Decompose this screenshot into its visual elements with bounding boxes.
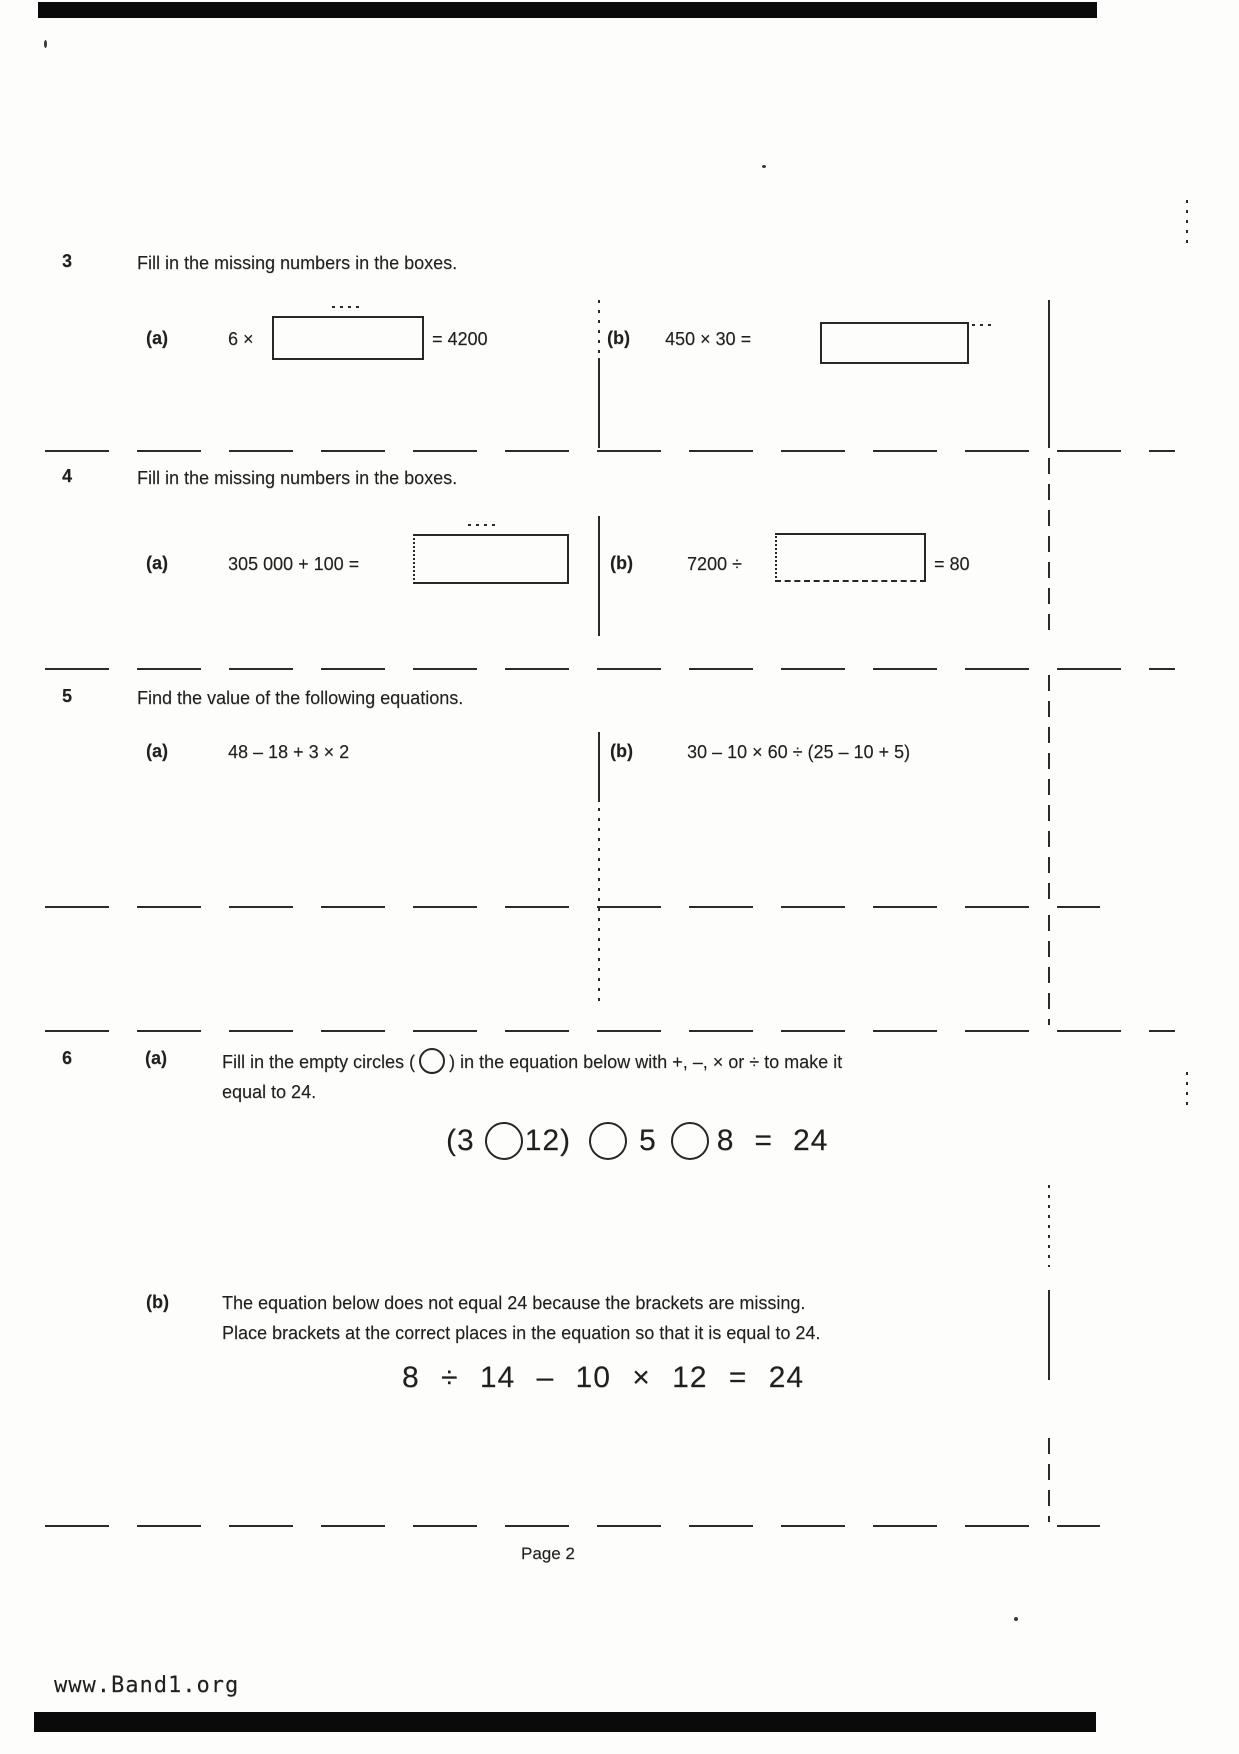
margin-line <box>1048 915 1050 1025</box>
section-divider <box>45 906 1100 908</box>
operator-circle[interactable] <box>589 1122 627 1160</box>
scan-speck <box>44 40 47 48</box>
answer-box[interactable] <box>775 533 926 582</box>
operator-circle[interactable] <box>671 1122 709 1160</box>
part-label: (b) <box>607 328 630 348</box>
answer-box[interactable] <box>820 322 969 364</box>
part-label: (a) <box>146 553 168 573</box>
brackets-equation <box>402 1358 804 1398</box>
website-watermark: www.Band1.org <box>54 1673 240 1698</box>
question-prompt: Find the value of the following equations. <box>137 688 464 708</box>
column-divider <box>598 732 600 802</box>
part-label: (a) <box>146 741 168 761</box>
equation-token: 8 ÷ 14 – 10 × 12 = 24 <box>402 1361 805 1394</box>
column-divider <box>598 358 600 448</box>
section-divider <box>45 668 1175 670</box>
expression: = 4200 <box>432 329 488 349</box>
expression: = 80 <box>934 554 970 574</box>
empty-circle-icon <box>419 1048 445 1074</box>
column-divider <box>598 516 600 636</box>
column-divider <box>598 808 600 1008</box>
equation-token: = <box>754 1124 773 1157</box>
prompt-text: ) in the equation below with +, –, × or ÷ to make it <box>449 1052 843 1072</box>
expression: 48 – 18 + 3 × 2 <box>228 742 350 762</box>
answer-box[interactable] <box>413 534 569 584</box>
margin-line <box>1048 1438 1050 1522</box>
prompt-text: Fill in the empty circles ( <box>222 1052 416 1072</box>
part-label: (b) <box>610 553 633 573</box>
margin-line <box>1048 1290 1050 1380</box>
section-divider <box>45 450 1175 452</box>
scan-speck <box>972 324 994 326</box>
operator-circle[interactable] <box>485 1122 523 1160</box>
equation-token: 5 <box>639 1124 657 1157</box>
expression: 7200 ÷ <box>687 554 742 574</box>
fill-circles-equation <box>446 1120 828 1162</box>
question-prompt <box>222 1048 842 1074</box>
question-prompt: Fill in the missing numbers in the boxes. <box>137 253 458 273</box>
question-number: 6 <box>62 1048 73 1068</box>
expression: 6 × <box>228 329 254 349</box>
section-divider <box>45 1030 1175 1032</box>
scan-speck <box>762 165 766 168</box>
question-number: 3 <box>62 251 73 271</box>
section-divider <box>45 1525 1100 1527</box>
part-label: (b) <box>610 741 633 761</box>
equation-token: (3 <box>446 1124 475 1157</box>
scan-artifact-bottom-bar <box>34 1712 1096 1732</box>
question-prompt: Fill in the missing numbers in the boxes. <box>137 468 458 488</box>
margin-line <box>1048 1185 1050 1267</box>
part-label: (b) <box>146 1292 169 1312</box>
page-number: Page 2 <box>521 1544 575 1563</box>
part-label: (a) <box>146 328 168 348</box>
margin-line <box>1048 675 1050 901</box>
scan-speck <box>468 524 498 526</box>
part-label: (a) <box>145 1048 167 1068</box>
answer-box[interactable] <box>272 316 424 360</box>
expression: 30 – 10 × 60 ÷ (25 – 10 + 5) <box>687 742 911 762</box>
question-number: 4 <box>62 466 73 486</box>
expression: 450 × 30 = <box>665 329 752 349</box>
expression: 305 000 + 100 = <box>228 554 360 574</box>
scan-artifact-top-bar <box>38 2 1097 18</box>
scan-speck <box>332 306 360 308</box>
question-prompt: Place brackets at the correct places in the equation so that it is equal to 24. <box>222 1323 821 1343</box>
margin-dotted-line <box>1186 200 1188 246</box>
margin-dotted-line <box>1186 1072 1188 1112</box>
equation-token: 12) <box>524 1124 572 1157</box>
equation-token: 24 <box>792 1124 829 1157</box>
scan-speck <box>1014 1617 1018 1621</box>
question-number: 5 <box>62 686 73 706</box>
margin-line <box>1048 300 1050 448</box>
equation-token: 8 <box>716 1124 735 1157</box>
column-divider <box>598 300 600 358</box>
question-prompt: The equation below does not equal 24 because the brackets are missing. <box>222 1293 806 1313</box>
question-prompt: equal to 24. <box>222 1082 317 1102</box>
margin-line <box>1048 458 1050 638</box>
